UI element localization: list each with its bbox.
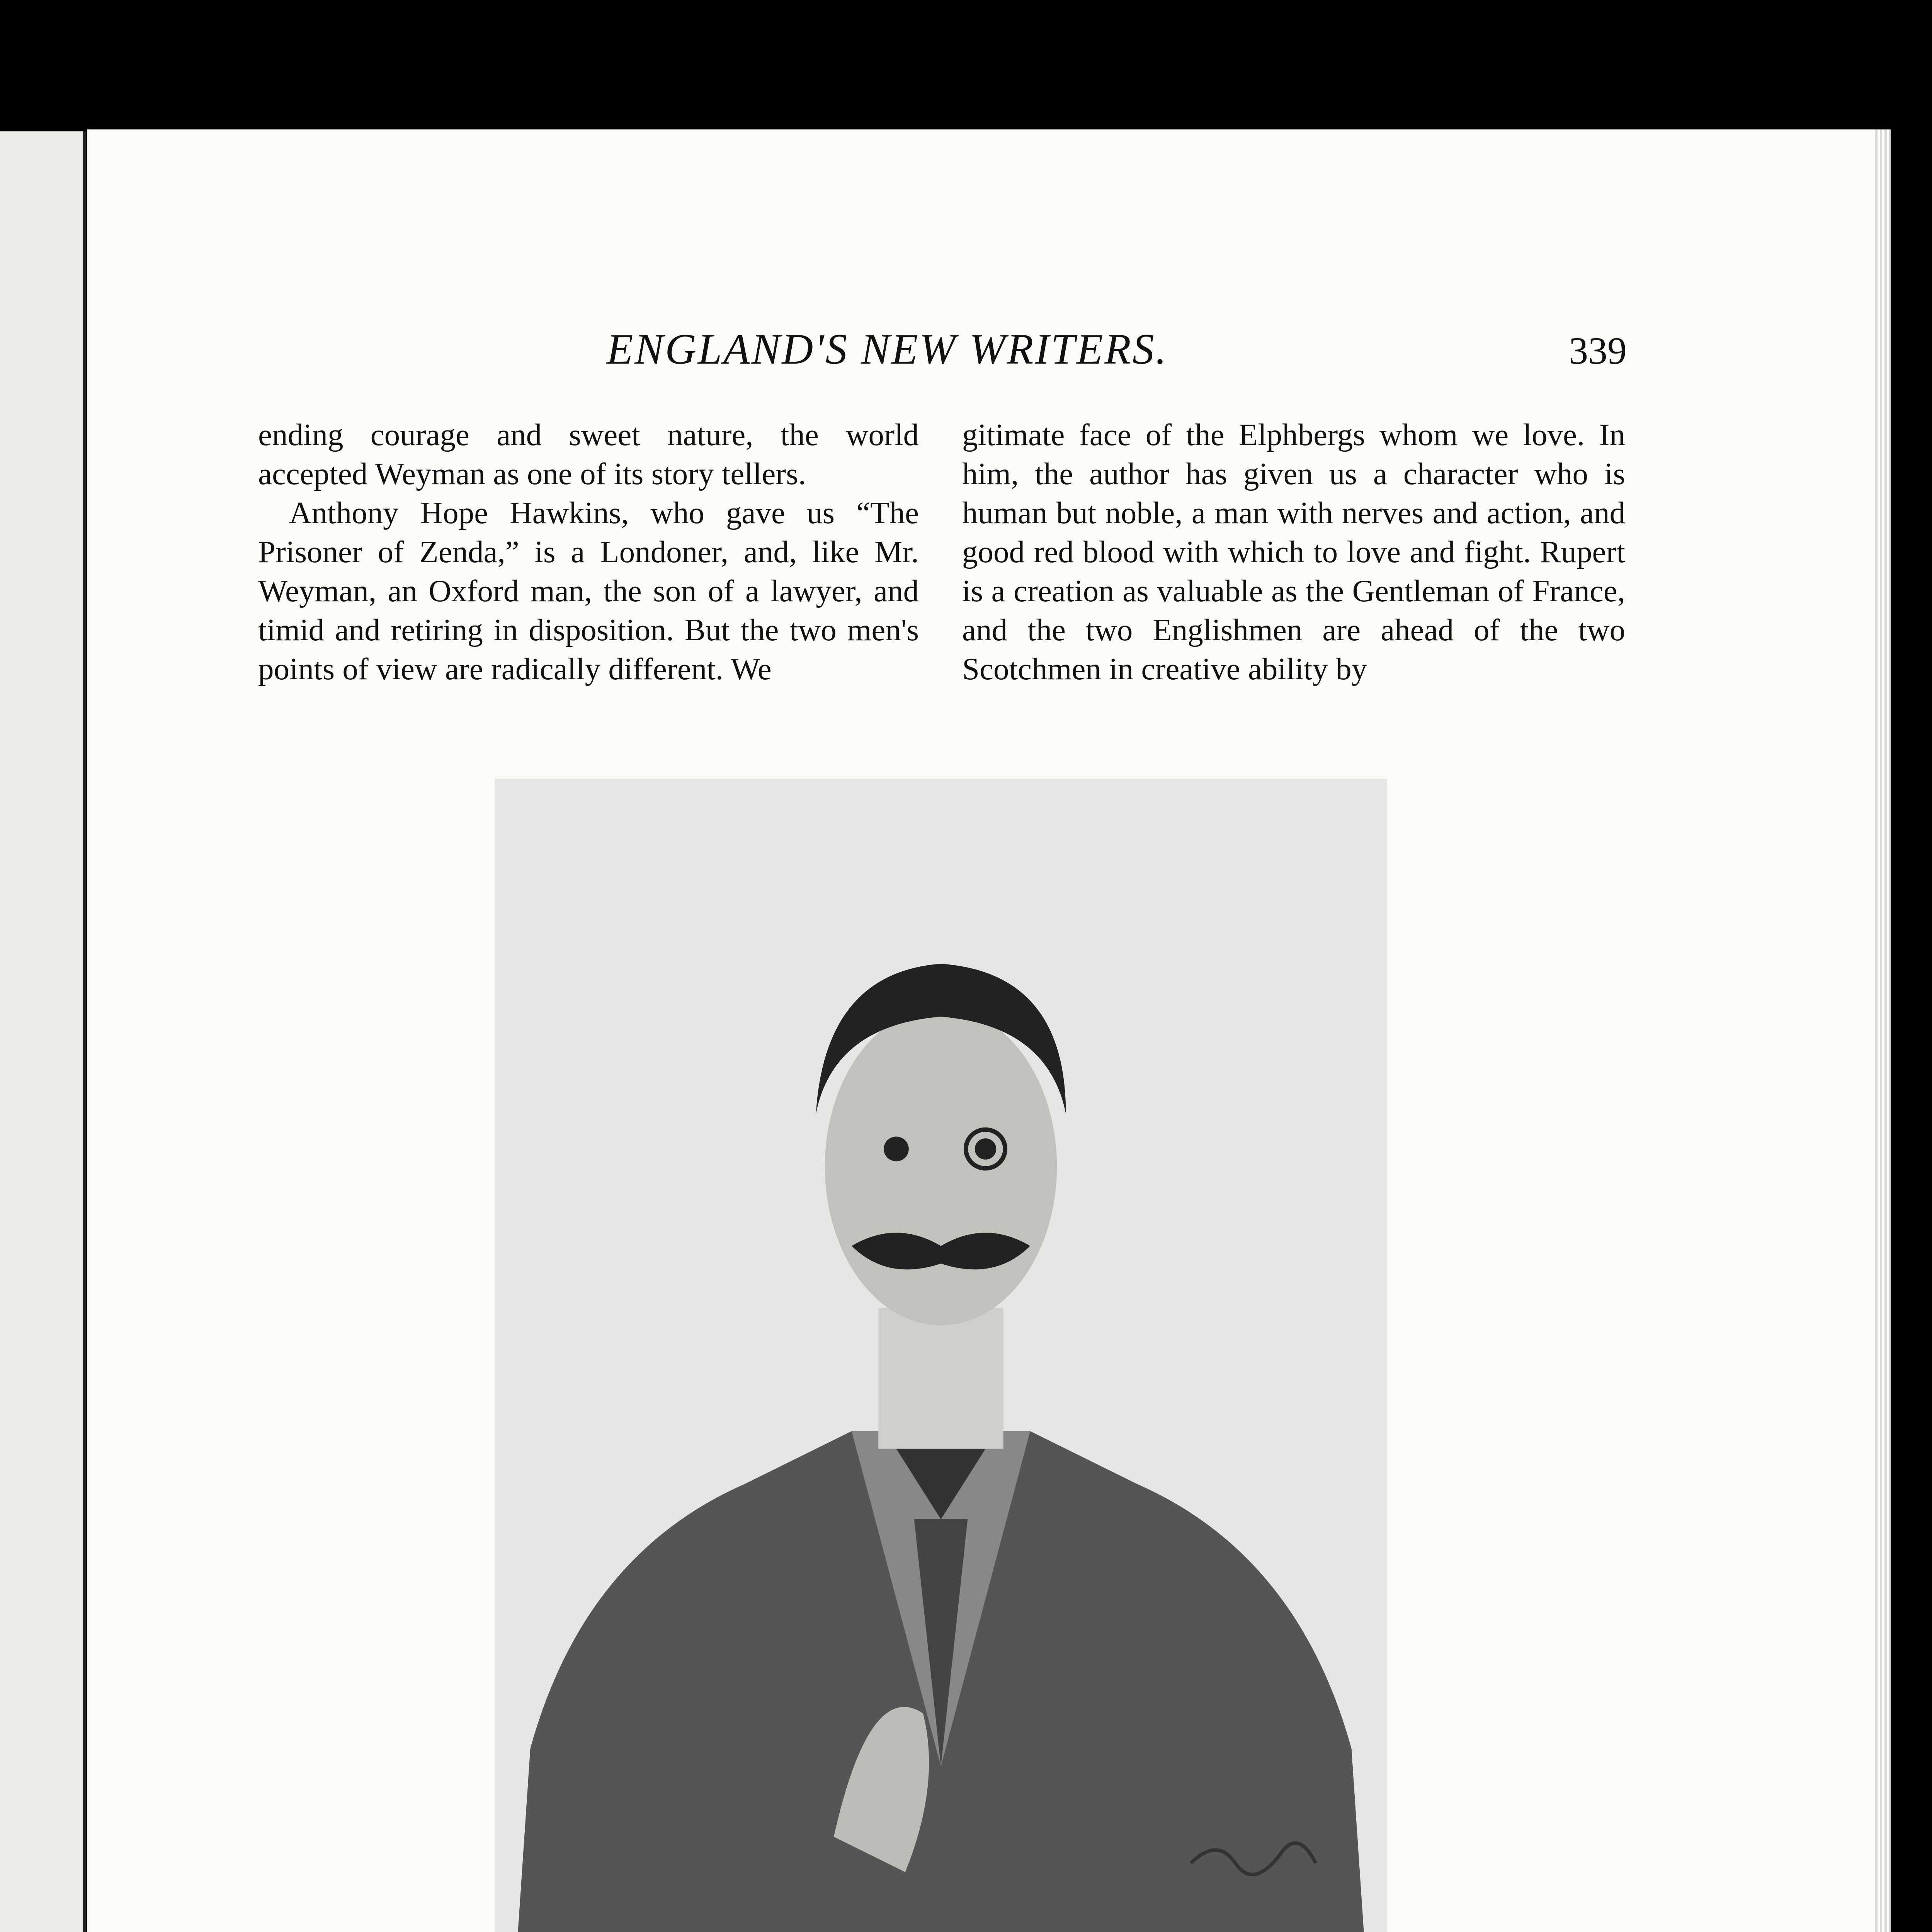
paragraph: ending courage and sweet nature, the world accepted Weyman as one of its story tellers. <box>258 417 919 491</box>
upper-left-column <box>258 415 919 689</box>
page-edge-stack <box>1875 129 1891 1932</box>
paragraph: Anthony Hope Hawkins, who gave us “The Prisoner of Zenda,” is a Londoner, and, like Mr. Weyman, an Oxford man, the son of a lawyer, and timid and retiring in disposition. But the two men's points of view are radically different. We <box>258 495 919 686</box>
portrait-illustration <box>495 779 1387 1932</box>
page-number: 339 <box>1569 329 1627 372</box>
facing-page-edge <box>0 131 86 1932</box>
upper-right-column <box>962 415 1625 689</box>
paragraph: gitimate face of the Elphbergs whom we love. In him, the author has given us a character who is human but noble, a man with nerves and action, and good red blood with which to love and fight. Rupert is a creation as valuable as the Gentleman of France, and the two Englishmen are ahead of the two Scotchmen in creative ability by <box>962 417 1625 686</box>
portrait-drawing <box>495 779 1387 1932</box>
running-header: ENGLAND'S NEW WRITERS. <box>607 325 1168 373</box>
